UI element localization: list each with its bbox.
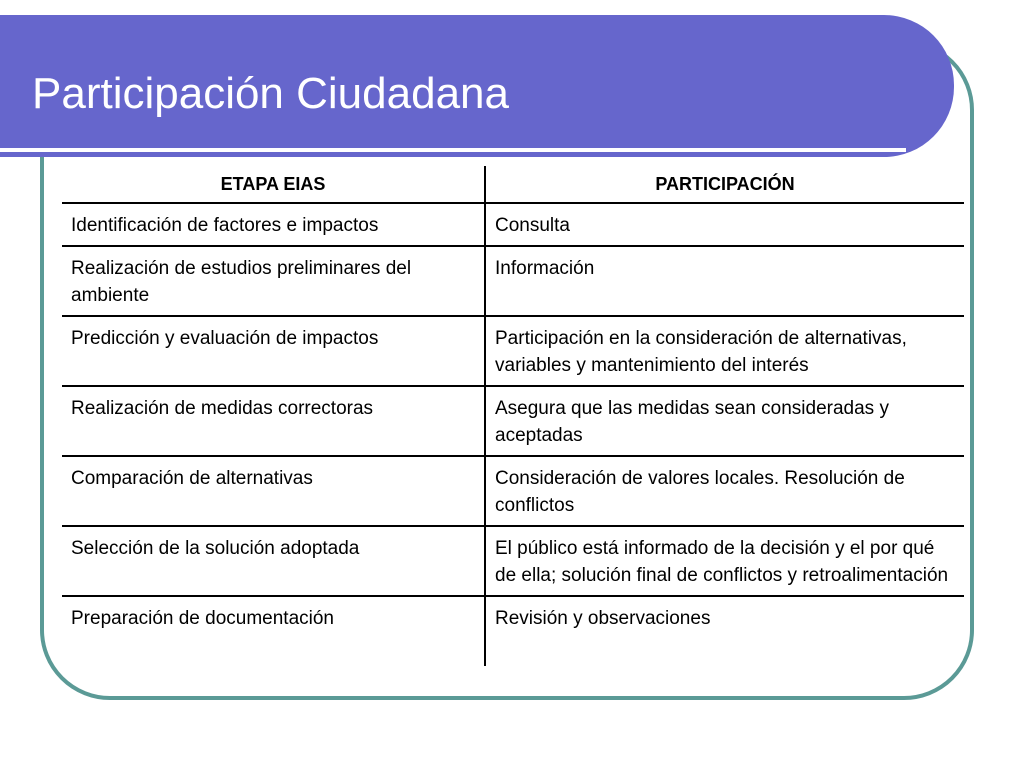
- column-header-etapa: ETAPA EIAS: [62, 166, 485, 203]
- title-underline: [0, 148, 906, 152]
- table-row: [62, 203, 964, 246]
- table-header-row: [62, 166, 964, 203]
- participacion-cell: Información: [485, 246, 964, 316]
- etapa-cell: Selección de la solución adoptada: [62, 526, 485, 596]
- table-row: [62, 596, 964, 666]
- participacion-cell: Participación en la consideración de alternativas, variables y mantenimiento del interés: [485, 316, 964, 386]
- etapa-cell: Predicción y evaluación de impactos: [62, 316, 485, 386]
- etapa-cell: Realización de medidas correctoras: [62, 386, 485, 456]
- table-row: [62, 456, 964, 526]
- etapa-cell: Comparación de alternativas: [62, 456, 485, 526]
- etapa-cell: Identificación de factores e impactos: [62, 203, 485, 246]
- table-row: [62, 316, 964, 386]
- table-row: [62, 526, 964, 596]
- participacion-cell: Consulta: [485, 203, 964, 246]
- table-row: [62, 386, 964, 456]
- table-row: [62, 246, 964, 316]
- participacion-cell: Revisión y observaciones: [495, 608, 711, 629]
- slide-title: Participación Ciudadana: [32, 69, 509, 118]
- title-bar: [0, 15, 954, 157]
- etapa-cell: Preparación de documentación: [62, 596, 485, 666]
- participacion-cell: El público está informado de la decisión y el por qué de ella; solución final de conflictos y retroalimentación: [485, 526, 964, 596]
- participacion-cell: Consideración de valores locales. Resolución de conflictos: [485, 456, 964, 526]
- eias-participation-table: [62, 166, 964, 666]
- etapa-cell: Realización de estudios preliminares del ambiente: [62, 246, 485, 316]
- participacion-cell: Asegura que las medidas sean consideradas y aceptadas: [485, 386, 964, 456]
- column-header-participacion: PARTICIPACIÓN: [485, 166, 964, 203]
